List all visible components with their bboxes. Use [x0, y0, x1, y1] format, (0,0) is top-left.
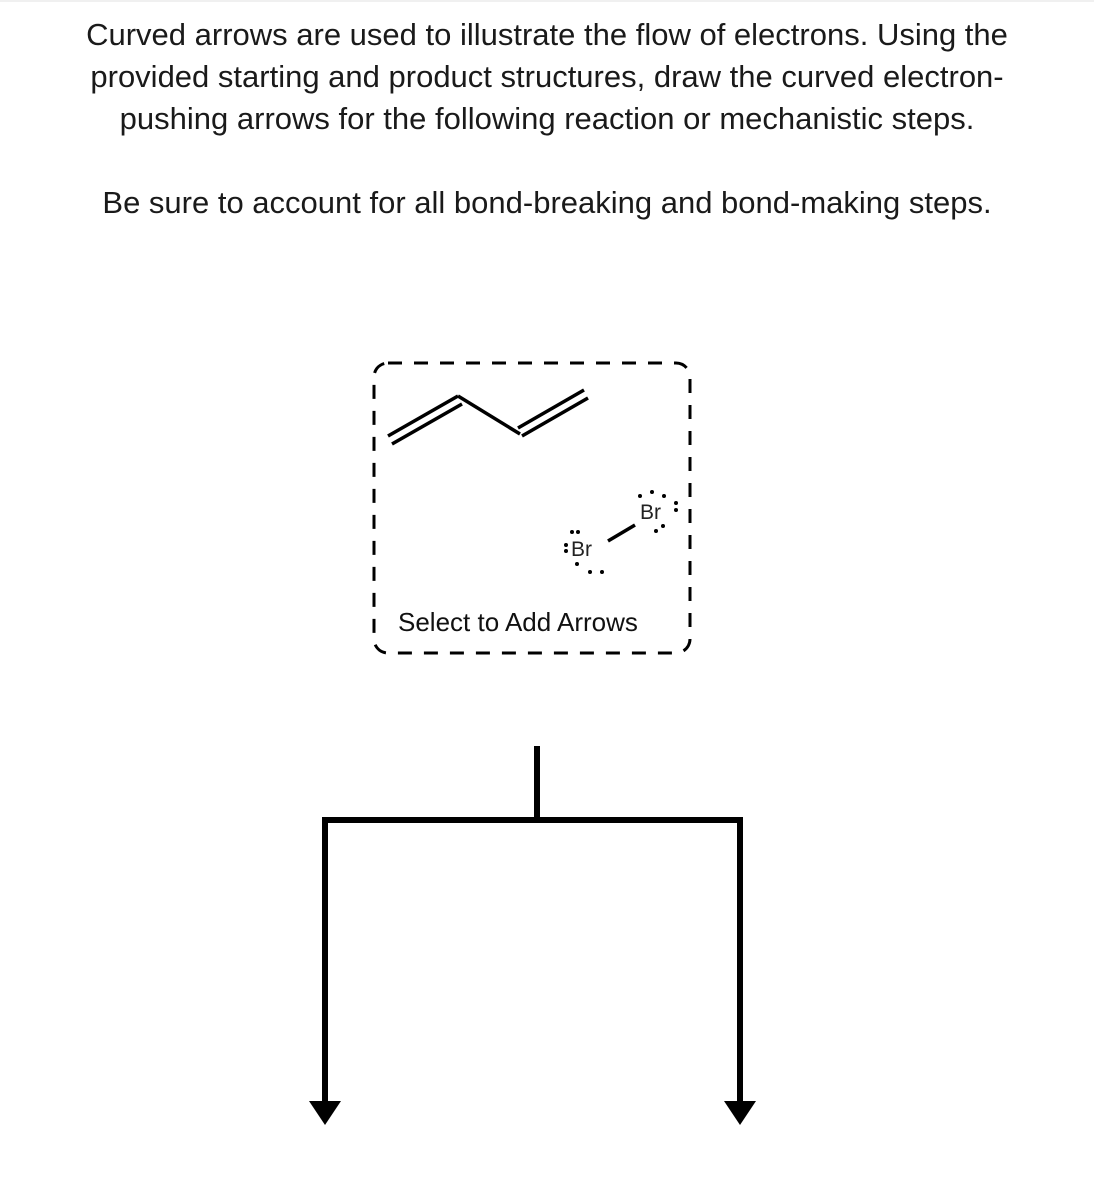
instruction-line-1: Curved arrows are used to illustrate the flow of electrons. Using the: [86, 17, 1008, 52]
arrow-branches: [325, 820, 740, 1105]
atom-br-left: Br: [571, 538, 592, 561]
instruction-line-2: provided starting and product structures, draw the curved electron-: [90, 59, 1004, 94]
arrow-head-right: [724, 1101, 756, 1125]
select-to-add-arrows-label: Select to Add Arrows: [398, 607, 638, 637]
instruction-note: Be sure to account for all bond-breaking and bond-making steps.: [102, 185, 992, 220]
arrow-head-left: [309, 1101, 341, 1125]
instruction-line-3: pushing arrows for the following reaction or mechanistic steps.: [119, 101, 975, 136]
atom-br-right: Br: [640, 501, 661, 524]
